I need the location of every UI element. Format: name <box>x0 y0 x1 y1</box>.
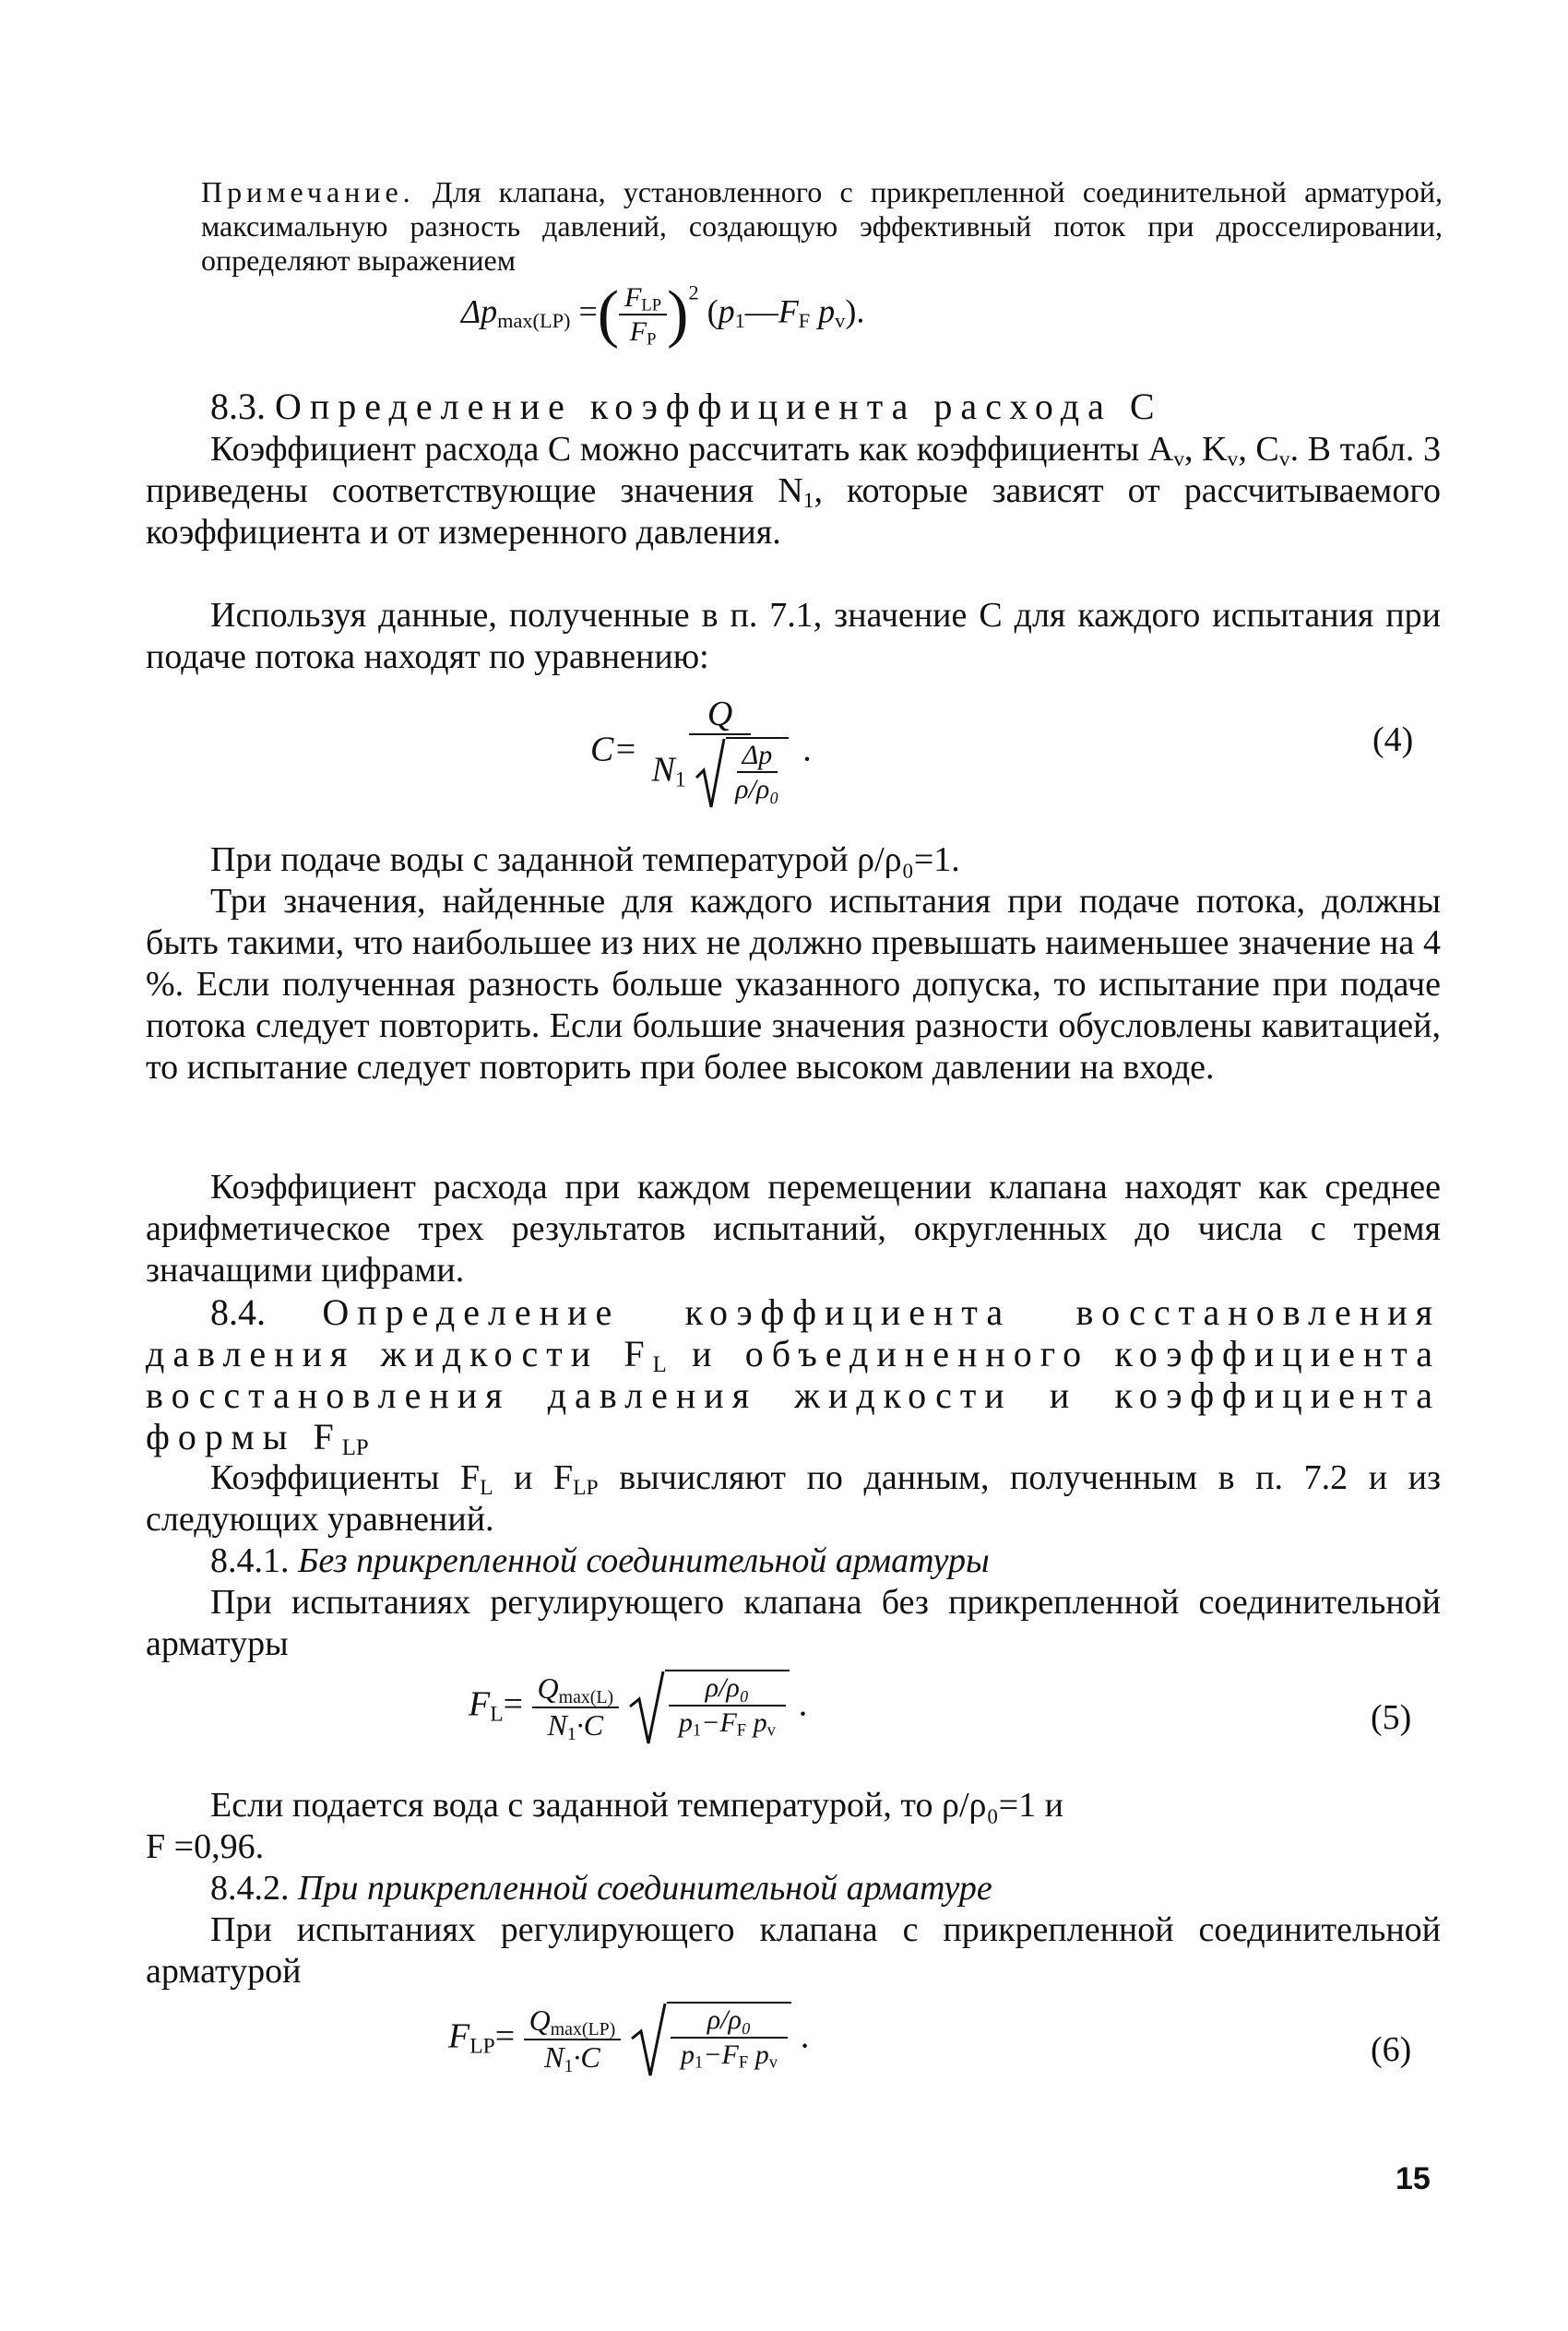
paragraph-8-3-5: Коэффициент расхода при каждом перемещении клапана находят как среднее арифметическое трех результатов испытаний, округленных до числа с тремя значащими цифрами. <box>146 1168 1441 1290</box>
radical-sign <box>628 1670 665 1745</box>
paragraph-8-3-2: Используя данные, полученные в п. 7.1, значение C для каждого испытания при подаче потока находят по уравнению: <box>146 596 1441 676</box>
section-heading-8-3: 8.3. Определение коэффициента расхода C <box>210 386 1163 427</box>
page-number: 15 <box>1396 2161 1431 2196</box>
paragraph-8-4-1-text: При испытаниях регулирующего клапана без прикрепленной соединительной арматуры <box>146 1583 1441 1663</box>
subsection-heading-8-4-2: 8.4.2. При прикрепленной соединительной арматуре <box>210 1869 992 1908</box>
note-paragraph <box>201 175 1443 278</box>
paragraph-8-4-1-after: Если подается вода с заданной температурой, то ρ/ρ₀=1 и <box>210 1786 1063 1825</box>
subsection-heading-8-4-1: 8.4.1. Без прикрепленной соединительной арматуры <box>210 1541 990 1580</box>
paragraph-8-3-4: Три значения, найденные для каждого испытания при подаче потока, должны быть такими, что наибольшее из них не должно превышать наименьшее значение на 4 %. Если полученная разность больше указанного допуска, то испытание при подаче потока следует повторить. Если большие значения разности обусловлены кавитацией, то испытание следует повторить при более высоком давлении на входе. <box>146 882 1441 1087</box>
equation-number-4: (4) <box>1372 720 1414 759</box>
formula-5: $F_L=$ $\frac{Q_{max(L)}}{N_1\cdot C}$ $\frac{\text{ρ/ρ₀}}{p_1-F_F p_v}$ . <box>469 1670 807 1745</box>
note-text: Для клапана, установленного с прикрепленной соединительной арматурой, максимальную разность давлений, создающую эффективный поток при дросселировании, определяют выражением <box>201 175 1443 277</box>
formula-dp-max: $\Delta p_{max(LP)}$ =( $\frac{F_{LP}}{F_P}$ )$^2$ ($p_1—F_F$ $p_v$). <box>461 279 865 350</box>
equation-number-6: (6) <box>1371 2030 1412 2069</box>
radical-sign <box>695 737 726 809</box>
paragraph-8-4-1-after-2: F =0,96. <box>146 1827 265 1866</box>
formula-6: $F_{LP}=$ $\frac{Q_{max(LP)}}{N_1\cdot C}$ $\frac{\text{ρ/ρ₀}}{p_1-F_F p_v}$ . <box>448 2002 809 2077</box>
paragraph-8-3-3: При подаче воды с заданной температурой ρ/ρ₀=1. <box>210 840 960 879</box>
section-heading-8-4: 8.4. Определение коэффициента восстановления давления жидкости $F_L$ и объединенного коэффициента восстановления давления жидкости и коэффициента формы $F_{LP}$ <box>146 1291 1441 1461</box>
equation-number-5: (5) <box>1371 1698 1412 1737</box>
formula-4: C= Q $N_1$ $\frac{\Delta p}{\text{ρ/ρ₀}}$ . <box>590 696 812 809</box>
radical-sign <box>630 2002 667 2077</box>
paragraph-8-3-1: Коэффициент расхода C можно рассчитать как коэффициенты $A_v$, $K_v$, $C_v$. В табл. 3 приведены соответствующие значения $N_1$, которые зависят от рассчитываемого коэффициента и от измеренного давления. <box>146 430 1441 552</box>
paragraph-8-4-2-text: При испытаниях регулирующего клапана с прикрепленной соединительной арматурой <box>146 1910 1441 1991</box>
note-label: Примечание. <box>201 175 415 208</box>
paragraph-8-4-1: Коэффициенты $F_L$ и $F_{LP}$ вычисляют по данным, полученным в п. 7.2 и из следующих уравнений. <box>146 1458 1441 1539</box>
